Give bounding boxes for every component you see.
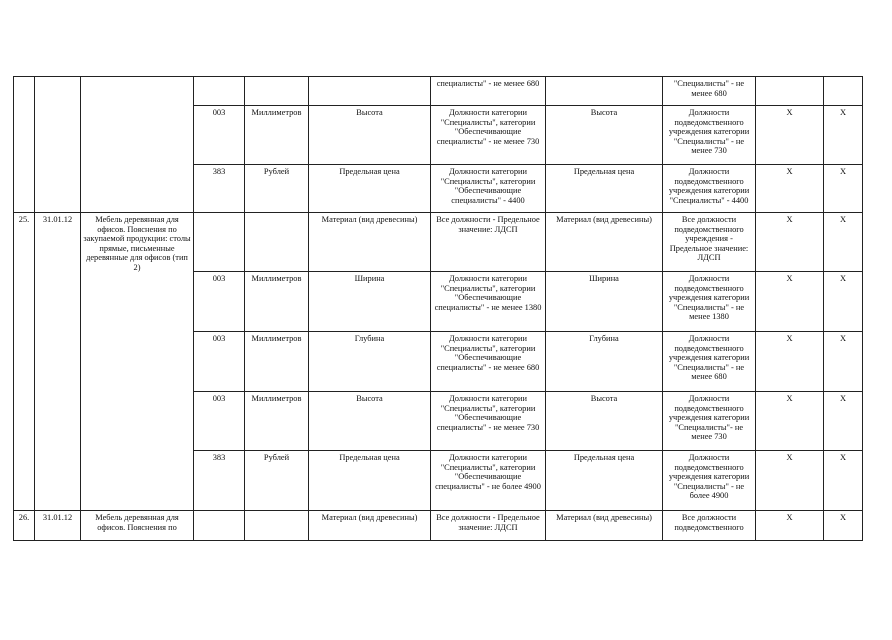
cell-okei-code (194, 213, 245, 272)
cell-okei-code: 003 (194, 332, 245, 392)
cell-unit: Миллиметров (245, 106, 309, 165)
cell-requirement-value: Должности категории "Специалисты", категории "Обеспечивающие специалисты" - не более 4900 (431, 451, 546, 511)
cell-okei-code: 003 (194, 106, 245, 165)
cell-number (14, 77, 35, 213)
cell-mark-1: X (756, 511, 824, 541)
cell-okpd-code: 31.01.12 (35, 213, 81, 511)
cell-mark-2: X (824, 392, 863, 451)
cell-mark-2: X (824, 106, 863, 165)
cell-characteristic: Глубина (309, 332, 431, 392)
cell-number: 25. (14, 213, 35, 511)
cell-okpd-code: 31.01.12 (35, 511, 81, 541)
cell-requirement-value-2: Должности подведомственного учреждения категории "Специалисты" - не более 4900 (663, 451, 756, 511)
cell-okei-code: 383 (194, 451, 245, 511)
cell-characteristic: Высота (309, 392, 431, 451)
cell-unit: Рублей (245, 165, 309, 213)
cell-mark-2: X (824, 213, 863, 272)
table-row (14, 77, 863, 106)
cell-characteristic-2: Ширина (546, 272, 663, 332)
cell-mark-1: X (756, 272, 824, 332)
cell-mark-1: X (756, 106, 824, 165)
cell-characteristic-2: Материал (вид древесины) (546, 213, 663, 272)
cell-requirement-value-2: Все должности подведомственного (663, 511, 756, 541)
cell-okei-code (194, 77, 245, 106)
cell-product-name: Мебель деревянная для офисов. Пояснения по закупаемой продукции: столы прямые, письменные деревянные для офисов (тип 2) (81, 213, 194, 511)
cell-requirement-value: Должности категории "Специалисты", категории "Обеспечивающие специалисты" - не менее 730 (431, 106, 546, 165)
cell-mark-1: X (756, 213, 824, 272)
cell-okei-code (194, 511, 245, 541)
cell-characteristic-2: Глубина (546, 332, 663, 392)
cell-characteristic: Предельная цена (309, 451, 431, 511)
table-row (14, 213, 863, 272)
cell-characteristic-2: Высота (546, 106, 663, 165)
cell-requirement-value-2: Должности подведомственного учреждения категории "Специалисты" - не менее 730 (663, 106, 756, 165)
cell-characteristic: Материал (вид древесины) (309, 213, 431, 272)
cell-requirement-value-2: Все должности подведомственного учреждения - Предельное значение: ЛДСП (663, 213, 756, 272)
cell-characteristic: Высота (309, 106, 431, 165)
requirements-table (13, 76, 863, 541)
cell-mark-1: X (756, 332, 824, 392)
cell-unit: Миллиметров (245, 332, 309, 392)
cell-characteristic-2: Предельная цена (546, 451, 663, 511)
cell-unit (245, 77, 309, 106)
cell-okei-code: 003 (194, 392, 245, 451)
cell-mark-1: X (756, 451, 824, 511)
cell-requirement-value: Все должности - Предельное значение: ЛДСП (431, 213, 546, 272)
cell-mark-2 (824, 77, 863, 106)
cell-unit (245, 511, 309, 541)
cell-requirement-value-2: Должности подведомственного учреждения категории "Специалисты" - не менее 680 (663, 332, 756, 392)
cell-product-name: Мебель деревянная для офисов. Пояснения по (81, 511, 194, 541)
cell-okei-code: 003 (194, 272, 245, 332)
cell-characteristic-2: Предельная цена (546, 165, 663, 213)
cell-characteristic: Ширина (309, 272, 431, 332)
cell-characteristic: Материал (вид древесины) (309, 511, 431, 541)
cell-requirement-value: специалисты" - не менее 680 (431, 77, 546, 106)
cell-requirement-value: Должности категории "Специалисты", категории "Обеспечивающие специалисты" - не менее 1380 (431, 272, 546, 332)
cell-requirement-value: Все должности - Предельное значение: ЛДСП (431, 511, 546, 541)
cell-okei-code: 383 (194, 165, 245, 213)
cell-requirement-value-2: Должности подведомственного учреждения категории "Специалисты"- не менее 730 (663, 392, 756, 451)
table-row (14, 511, 863, 541)
cell-requirement-value: Должности категории "Специалисты", категории "Обеспечивающие специалисты" - 4400 (431, 165, 546, 213)
cell-unit: Миллиметров (245, 392, 309, 451)
cell-product-name (81, 77, 194, 213)
cell-mark-2: X (824, 511, 863, 541)
cell-mark-2: X (824, 332, 863, 392)
cell-mark-2: X (824, 451, 863, 511)
cell-characteristic-2: Высота (546, 392, 663, 451)
cell-requirement-value: Должности категории "Специалисты", категории "Обеспечивающие специалисты" - не менее 730 (431, 392, 546, 451)
cell-mark-1 (756, 77, 824, 106)
cell-unit (245, 213, 309, 272)
cell-requirement-value-2: "Специалисты" - не менее 680 (663, 77, 756, 106)
cell-mark-1: X (756, 165, 824, 213)
cell-number: 26. (14, 511, 35, 541)
cell-characteristic: Предельная цена (309, 165, 431, 213)
cell-mark-1: X (756, 392, 824, 451)
cell-okpd-code (35, 77, 81, 213)
cell-characteristic-2 (546, 77, 663, 106)
cell-characteristic (309, 77, 431, 106)
cell-characteristic-2: Материал (вид древесины) (546, 511, 663, 541)
cell-unit: Рублей (245, 451, 309, 511)
cell-mark-2: X (824, 272, 863, 332)
cell-mark-2: X (824, 165, 863, 213)
cell-requirement-value-2: Должности подведомственного учреждения категории "Специалисты" - 4400 (663, 165, 756, 213)
cell-unit: Миллиметров (245, 272, 309, 332)
cell-requirement-value: Должности категории "Специалисты", категории "Обеспечивающие специалисты" - не менее 680 (431, 332, 546, 392)
cell-requirement-value-2: Должности подведомственного учреждения категории "Специалисты" - не менее 1380 (663, 272, 756, 332)
